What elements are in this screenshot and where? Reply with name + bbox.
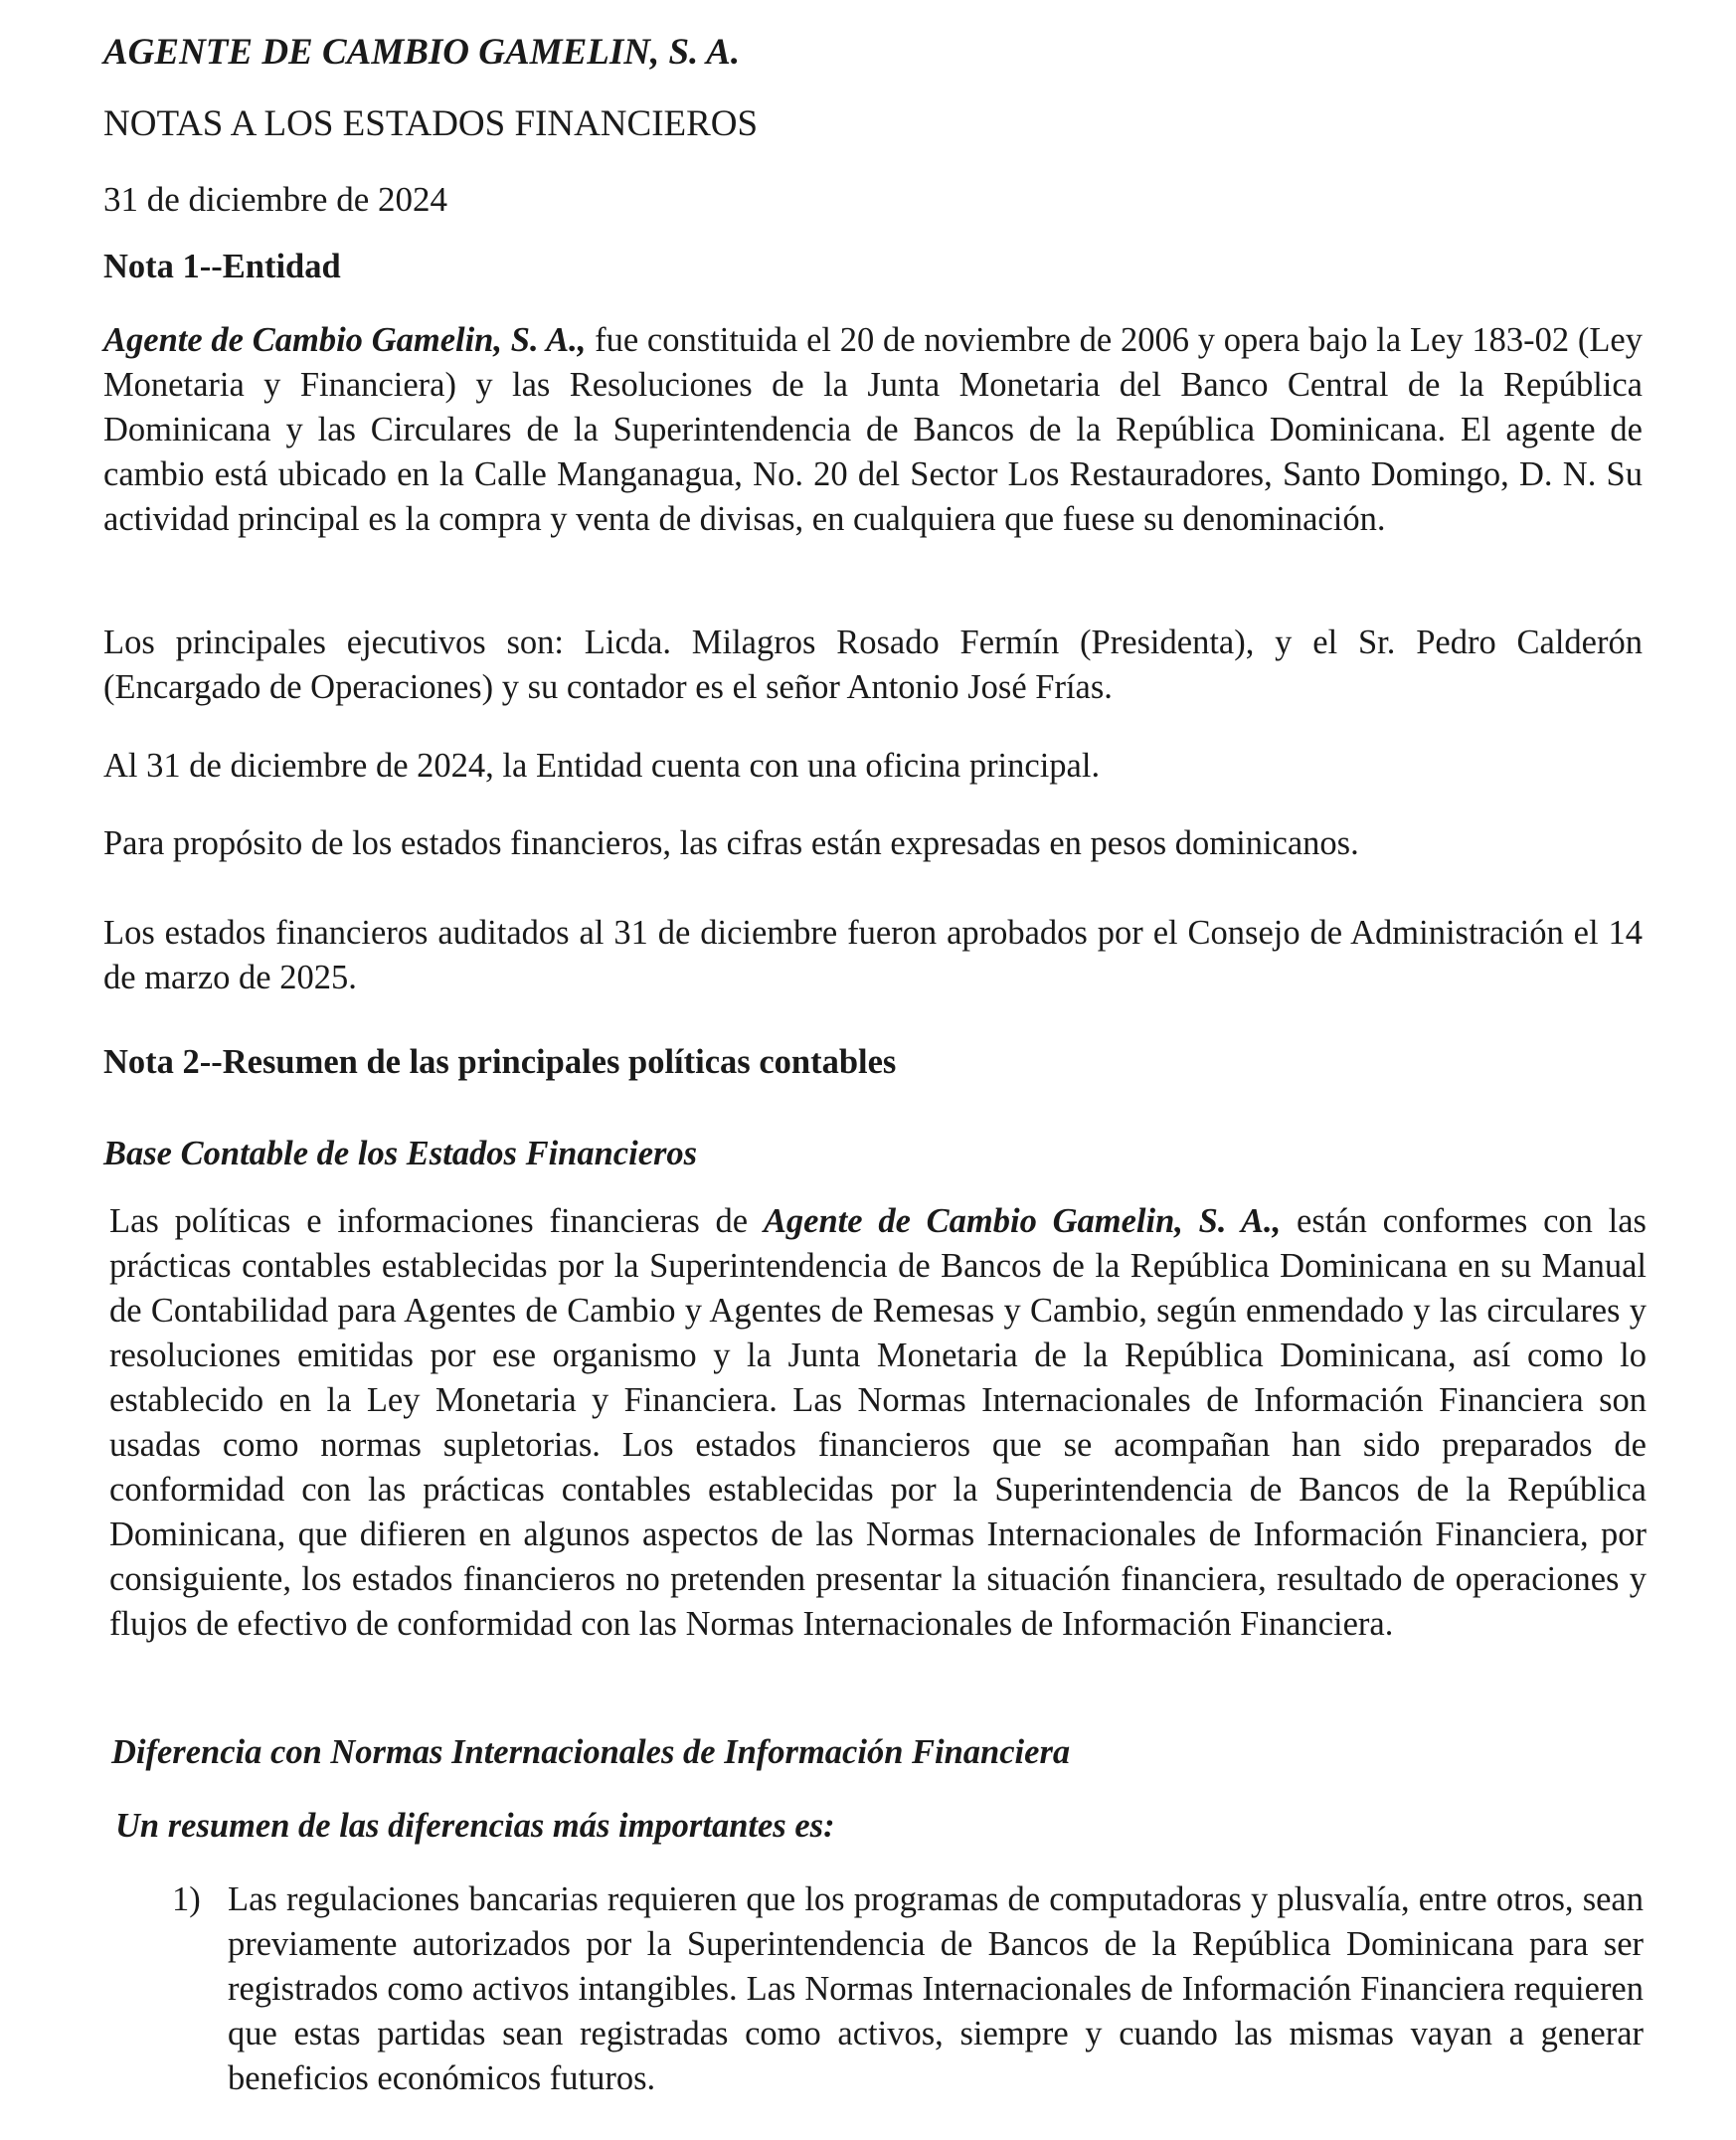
report-date: 31 de diciembre de 2024 [103,180,448,219]
nota1-p1-text: fue constituida el 20 de noviembre de 2006 y opera bajo la Ley 183-02 (Ley Monetaria y Financiera) y las Resoluciones de la Junta Monetaria del Banco Central de la República Dominicana y las Circulares de la Superintendencia de Bancos de la República Dominicana. El agente de cambio está ubicado en la Calle Manganagua, No. 20 del Sector Los Restauradores, Santo Domingo, D. N. Su actividad principal es la compra y venta de divisas, en cualquiera que fuese su denominación. [103,321,1643,538]
document-title: NOTAS A LOS ESTADOS FINANCIEROS [103,103,759,144]
nota1-paragraph-approval: Los estados financieros auditados al 31 de diciembre fueron aprobados por el Consejo de Administración el 14 de marzo de 2025. [103,914,1643,996]
nota1-paragraph-entity [103,318,1643,542]
list-item-number: 1) [172,1880,201,1918]
nota1-heading: Nota 1--Entidad [103,248,341,285]
base-contable-paragraph [109,1199,1647,1647]
entity-name-2: Agente de Cambio Gamelin, S. A., [763,1202,1282,1240]
base-contable-heading: Base Contable de los Estados Financieros [103,1135,698,1172]
diferencia-heading: Diferencia con Normas Internacionales de Información Financiera [111,1733,1071,1771]
nota1-paragraph-office: Al 31 de diciembre de 2024, la Entidad cuenta con una oficina principal. [103,747,1101,785]
base-post-text: están conformes con las prácticas contables establecidas por la Superintendencia de Bancos de la República Dominicana en su Manual de Contabilidad para Agentes de Cambio y Agentes de Remesas y Cambio, según enmendado y las circulares y resoluciones emitidas por ese organismo y la Junta Monetaria de la República Dominicana, así como lo establecido en la Ley Monetaria y Financiera. Las Normas Internacionales de Información Financiera son usadas como normas supletorias. Los estados financieros que se acompañan han sido preparados de conformidad con las prácticas contables establecidas por la Superintendencia de Bancos de la República Dominicana, que difieren en algunos aspectos de las Normas Internacionales de Información Financiera, por consiguiente, los estados financieros no pretenden presentar la situación financiera, resultado de operaciones y flujos de efectivo de conformidad con las Normas Internacionales de Información Financiera. [109,1202,1647,1643]
nota2-heading: Nota 2--Resumen de las principales políticas contables [103,1043,897,1081]
company-name: AGENTE DE CAMBIO GAMELIN, S. A. [103,32,741,73]
list-item-text: Las regulaciones bancarias requieren que los programas de computadoras y plusvalía, entre otros, sean previamente autorizados por la Superintendencia de Bancos de la República Dominicana para ser registrados como activos intangibles. Las Normas Internacionales de Información Financiera requieren que estas partidas sean registradas como activos, siempre y cuando las mismas vayan a generar beneficios económicos futuros. [228,1880,1644,2097]
nota1-paragraph-executives: Los principales ejecutivos son: Licda. Milagros Rosado Fermín (Presidenta), y el Sr. Pedro Calderón (Encargado de Operaciones) y su contador es el señor Antonio José Frías. [103,624,1643,706]
resumen-heading: Un resumen de las diferencias más importantes es: [115,1807,835,1845]
nota1-paragraph-currency: Para propósito de los estados financieros, las cifras están expresadas en pesos dominicanos. [103,824,1359,862]
base-pre-text: Las políticas e informaciones financieras de [109,1202,764,1240]
entity-name: Agente de Cambio Gamelin, S. A., [103,321,587,359]
